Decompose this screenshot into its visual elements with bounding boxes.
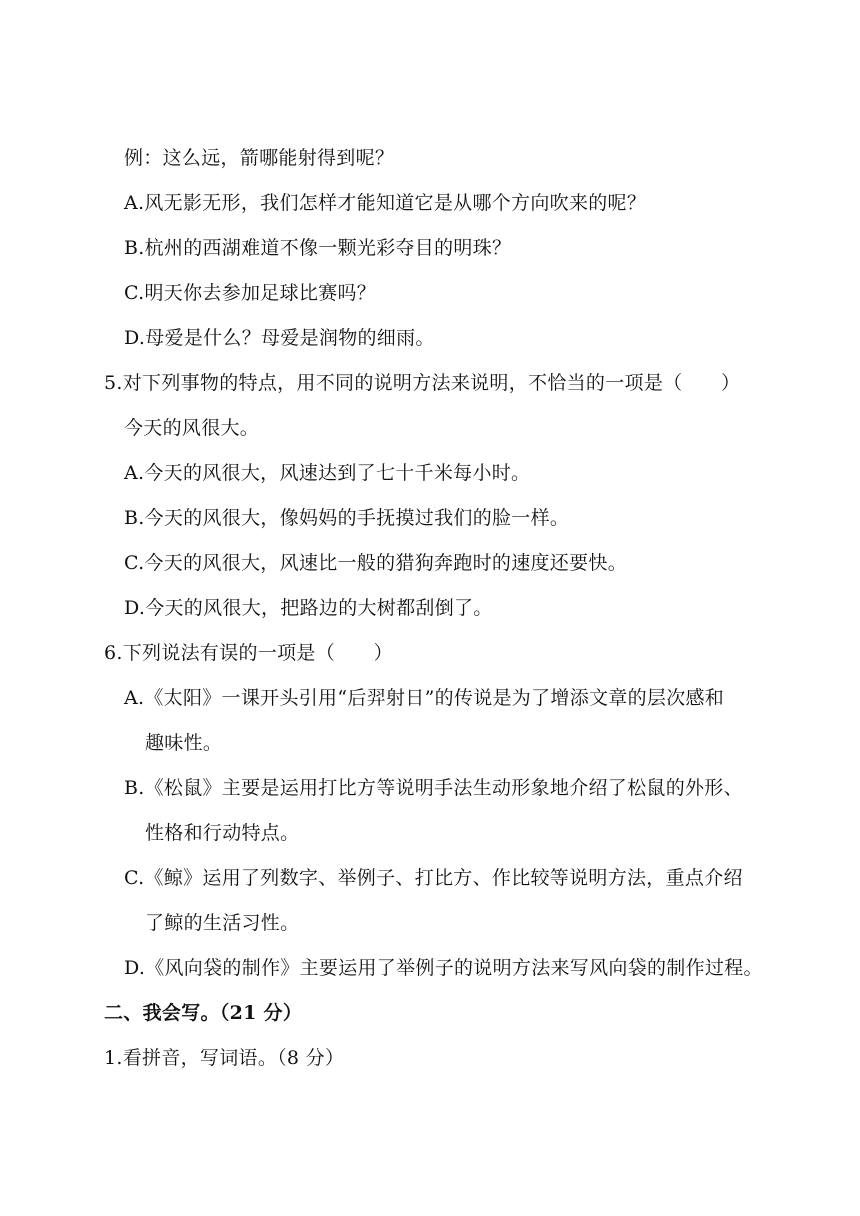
q6-option-b-cont: 性格和行动特点。 <box>145 822 300 844</box>
q4-example: 例：这么远，箭哪能射得到呢？ <box>124 147 395 169</box>
q4-option-c: C.明天你去参加足球比赛吗？ <box>124 282 377 304</box>
q5-option-b: B.今天的风很大，像妈妈的手抚摸过我们的脸一样。 <box>124 507 570 529</box>
q4-option-d: D.母爱是什么？母爱是润物的细雨。 <box>124 327 435 349</box>
q5-option-c: C.今天的风很大，风速比一般的猎狗奔跑时的速度还要快。 <box>124 552 628 574</box>
q5-stem: 5.对下列事物的特点，用不同的说明方法来说明，不恰当的一项是（ ） <box>104 372 741 394</box>
q6-option-a: A.《太阳》一课开头引用“后羿射日”的传说是为了增添文章的层次感和 <box>124 687 725 709</box>
q6-option-b: B.《松鼠》主要是运用打比方等说明手法生动形象地介绍了松鼠的外形、 <box>124 777 743 799</box>
q4-option-b: B.杭州的西湖难道不像一颗光彩夺目的明珠？ <box>124 237 512 259</box>
section-2-heading: 二、我会写。（21 分） <box>104 1002 303 1024</box>
q5-option-a: A.今天的风很大，风速达到了七十千米每小时。 <box>124 462 531 484</box>
section-2-q1: 1.看拼音，写词语。（8 分） <box>104 1047 345 1069</box>
q6-option-c-cont: 了鲸的生活习性。 <box>145 912 300 934</box>
q6-option-a-cont: 趣味性。 <box>145 732 223 754</box>
q5-prompt: 今天的风很大。 <box>124 417 260 439</box>
q4-option-a: A.风无影无形，我们怎样才能知道它是从哪个方向吹来的呢？ <box>124 192 647 214</box>
q6-option-c: C.《鲸》运用了列数字、举例子、打比方、作比较等说明方法，重点介绍 <box>124 867 743 889</box>
q6-option-d: D.《风向袋的制作》主要运用了举例子的说明方法来写风向袋的制作过程。 <box>124 957 763 979</box>
q6-stem: 6.下列说法有误的一项是（ ） <box>104 642 393 664</box>
q5-option-d: D.今天的风很大，把路边的大树都刮倒了。 <box>124 597 493 619</box>
